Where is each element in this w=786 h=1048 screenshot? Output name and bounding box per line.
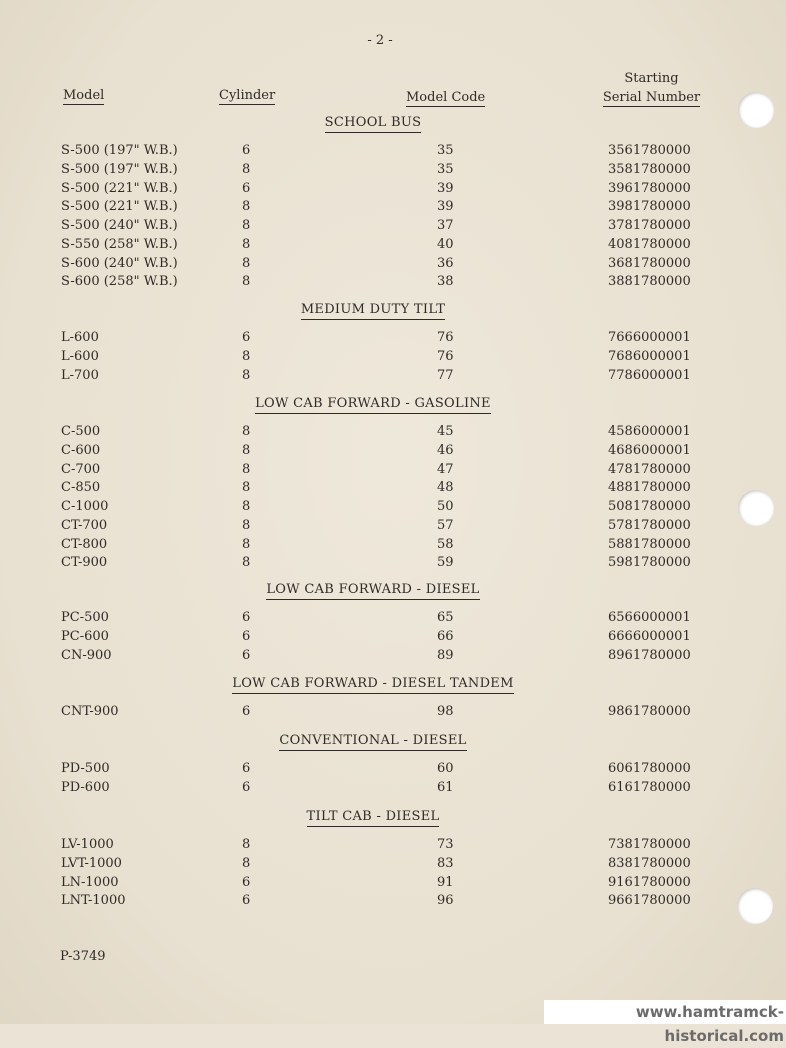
serial-number-cell: 5981780000	[608, 555, 691, 571]
serial-number-cell: 7686000001	[608, 348, 691, 364]
section-title: LOW CAB FORWARD - GASOLINE	[0, 396, 746, 414]
cylinder-cell: 8	[242, 855, 251, 871]
serial-number-cell: 4686000001	[608, 442, 691, 458]
cylinder-cell: 6	[242, 893, 251, 909]
cylinder-cell: 8	[242, 555, 251, 571]
cylinder-cell: 6	[242, 761, 251, 776]
page-number: - 2 -	[367, 33, 393, 48]
cylinder-cell: 8	[242, 236, 251, 252]
model-code-cell: 58	[437, 536, 454, 552]
serial-number-cell: 6161780000	[608, 779, 691, 795]
cylinder-cell: 8	[242, 348, 251, 364]
model-cell: C-600	[61, 442, 101, 458]
table-row	[0, 837, 786, 856]
table-row	[0, 143, 786, 162]
table-row	[0, 761, 786, 780]
model-cell: S-500 (197" W.B.)	[61, 143, 178, 158]
table-row	[0, 480, 786, 499]
model-code-cell: 50	[437, 499, 454, 514]
cylinder-cell: 8	[242, 442, 251, 458]
table-row	[0, 274, 786, 293]
cylinder-cell: 8	[242, 161, 251, 177]
table-row	[0, 856, 786, 875]
model-code-cell: 91	[437, 874, 454, 890]
model-code-cell: 38	[437, 274, 454, 290]
model-code-cell: 48	[437, 480, 454, 496]
model-cell: L-600	[61, 348, 99, 364]
model-cell: PC-500	[61, 610, 109, 625]
serial-number-cell: 3981780000	[608, 199, 691, 215]
table-row	[0, 555, 786, 574]
serial-number-cell: 6666000001	[608, 628, 691, 644]
table-row	[0, 162, 786, 181]
serial-number-cell: 5881780000	[608, 536, 691, 552]
table-row	[0, 237, 786, 256]
table-row	[0, 330, 786, 349]
binder-hole-bottom	[737, 888, 773, 924]
model-cell: LVT-1000	[61, 855, 122, 871]
model-cell: LNT-1000	[61, 893, 126, 909]
model-cell: PD-600	[61, 779, 110, 795]
table-row	[0, 256, 786, 275]
model-code-cell: 60	[437, 761, 454, 776]
serial-number-cell: 8961780000	[608, 647, 691, 663]
serial-number-cell: 9861780000	[608, 704, 691, 719]
header-cylinder: Cylinder	[219, 88, 276, 103]
serial-number-cell: 3881780000	[608, 274, 691, 290]
table-row	[0, 537, 786, 556]
table-row	[0, 518, 786, 537]
table-row	[0, 199, 786, 218]
serial-number-cell: 7666000001	[608, 330, 691, 345]
model-code-cell: 89	[437, 647, 454, 663]
serial-number-cell: 6566000001	[608, 610, 691, 625]
cylinder-cell: 6	[242, 180, 251, 196]
model-code-cell: 45	[437, 424, 454, 439]
header-serial-number: Starting Serial Number	[602, 71, 701, 105]
model-code-cell: 36	[437, 255, 454, 271]
section-title: LOW CAB FORWARD - DIESEL	[0, 582, 746, 600]
table-row	[0, 648, 786, 667]
section-title: MEDIUM DUTY TILT	[0, 302, 746, 320]
model-code-cell: 83	[437, 855, 454, 871]
serial-number-cell: 3681780000	[608, 255, 691, 271]
section-title: TILT CAB - DIESEL	[0, 809, 746, 827]
cylinder-cell: 6	[242, 143, 251, 158]
model-cell: CN-900	[61, 647, 112, 663]
cylinder-cell: 8	[242, 218, 251, 233]
model-cell: S-500 (221" W.B.)	[61, 199, 178, 215]
model-cell: S-600 (258" W.B.)	[61, 274, 178, 290]
model-cell: LN-1000	[61, 874, 119, 890]
serial-number-cell: 4881780000	[608, 480, 691, 496]
serial-number-cell: 6061780000	[608, 761, 691, 776]
table-row	[0, 181, 786, 200]
model-code-cell: 96	[437, 893, 454, 909]
model-cell: L-600	[61, 330, 99, 345]
serial-number-cell: 4081780000	[608, 236, 691, 252]
table-row	[0, 704, 786, 723]
serial-number-cell: 4781780000	[608, 461, 691, 477]
model-cell: S-500 (197" W.B.)	[61, 161, 178, 177]
serial-number-cell: 4586000001	[608, 424, 691, 439]
table-row	[0, 499, 786, 518]
serial-number-cell: 5081780000	[608, 499, 691, 514]
model-cell: LV-1000	[61, 837, 114, 852]
table-row	[0, 218, 786, 237]
table-row	[0, 349, 786, 368]
cylinder-cell: 8	[242, 461, 251, 477]
table-row	[0, 875, 786, 894]
cylinder-cell: 6	[242, 610, 251, 625]
cylinder-cell: 6	[242, 874, 251, 890]
section-title: SCHOOL BUS	[0, 115, 746, 133]
section-title: CONVENTIONAL - DIESEL	[0, 733, 746, 751]
model-cell: CT-900	[61, 555, 108, 571]
model-cell: C-1000	[61, 499, 109, 514]
model-code-cell: 57	[437, 517, 454, 533]
table-row	[0, 780, 786, 799]
table-row	[0, 462, 786, 481]
section-title: LOW CAB FORWARD - DIESEL TANDEM	[0, 676, 746, 694]
model-cell: S-500 (240" W.B.)	[61, 218, 178, 233]
model-cell: C-500	[61, 424, 101, 439]
model-code-cell: 47	[437, 461, 454, 477]
cylinder-cell: 8	[242, 367, 251, 383]
model-cell: C-700	[61, 461, 101, 477]
cylinder-cell: 6	[242, 704, 251, 719]
serial-number-cell: 3581780000	[608, 161, 691, 177]
cylinder-cell: 6	[242, 628, 251, 644]
cylinder-cell: 8	[242, 480, 251, 496]
model-code-cell: 66	[437, 628, 454, 644]
serial-number-cell: 8381780000	[608, 855, 691, 871]
model-cell: C-850	[61, 480, 101, 496]
cylinder-cell: 8	[242, 424, 251, 439]
serial-number-cell: 9161780000	[608, 874, 691, 890]
model-code-cell: 76	[437, 330, 454, 345]
watermark: www.hamtramck-historical.com	[544, 1000, 786, 1024]
serial-number-cell: 7381780000	[608, 837, 691, 852]
table-row	[0, 893, 786, 912]
document-code: P-3749	[60, 949, 106, 964]
model-cell: PC-600	[61, 628, 109, 644]
model-code-cell: 98	[437, 704, 454, 719]
model-cell: S-600 (240" W.B.)	[61, 255, 178, 271]
model-cell: PD-500	[61, 761, 110, 776]
serial-number-cell: 3781780000	[608, 218, 691, 233]
serial-number-cell: 7786000001	[608, 367, 691, 383]
model-cell: S-550 (258" W.B.)	[61, 236, 178, 252]
header-model: Model	[63, 88, 105, 103]
serial-number-cell: 3561780000	[608, 143, 691, 158]
model-cell: CT-800	[61, 536, 108, 552]
model-code-cell: 46	[437, 442, 454, 458]
table-row	[0, 629, 786, 648]
model-code-cell: 77	[437, 367, 454, 383]
model-code-cell: 39	[437, 199, 454, 215]
model-code-cell: 37	[437, 218, 454, 233]
table-row	[0, 443, 786, 462]
model-code-cell: 40	[437, 236, 454, 252]
model-code-cell: 76	[437, 348, 454, 364]
model-code-cell: 39	[437, 180, 454, 196]
cylinder-cell: 8	[242, 517, 251, 533]
cylinder-cell: 8	[242, 837, 251, 852]
cylinder-cell: 6	[242, 647, 251, 663]
model-cell: CT-700	[61, 517, 108, 533]
cylinder-cell: 8	[242, 255, 251, 271]
model-code-cell: 65	[437, 610, 454, 625]
cylinder-cell: 8	[242, 274, 251, 290]
serial-number-cell: 3961780000	[608, 180, 691, 196]
cylinder-cell: 8	[242, 499, 251, 514]
model-code-cell: 59	[437, 555, 454, 571]
serial-number-cell: 9661780000	[608, 893, 691, 909]
cylinder-cell: 8	[242, 199, 251, 215]
model-code-cell: 35	[437, 143, 454, 158]
model-cell: S-500 (221" W.B.)	[61, 180, 178, 196]
cylinder-cell: 6	[242, 779, 251, 795]
cylinder-cell: 6	[242, 330, 251, 345]
cylinder-cell: 8	[242, 536, 251, 552]
model-code-cell: 35	[437, 161, 454, 177]
table-row	[0, 610, 786, 629]
binder-hole-top	[738, 92, 774, 128]
model-cell: CNT-900	[61, 704, 119, 719]
table-row	[0, 424, 786, 443]
binder-hole-middle	[738, 490, 774, 526]
table-row	[0, 368, 786, 387]
model-code-cell: 73	[437, 837, 454, 852]
model-cell: L-700	[61, 367, 99, 383]
model-code-cell: 61	[437, 779, 454, 795]
header-model-code: Model Code	[406, 90, 486, 105]
serial-number-cell: 5781780000	[608, 517, 691, 533]
